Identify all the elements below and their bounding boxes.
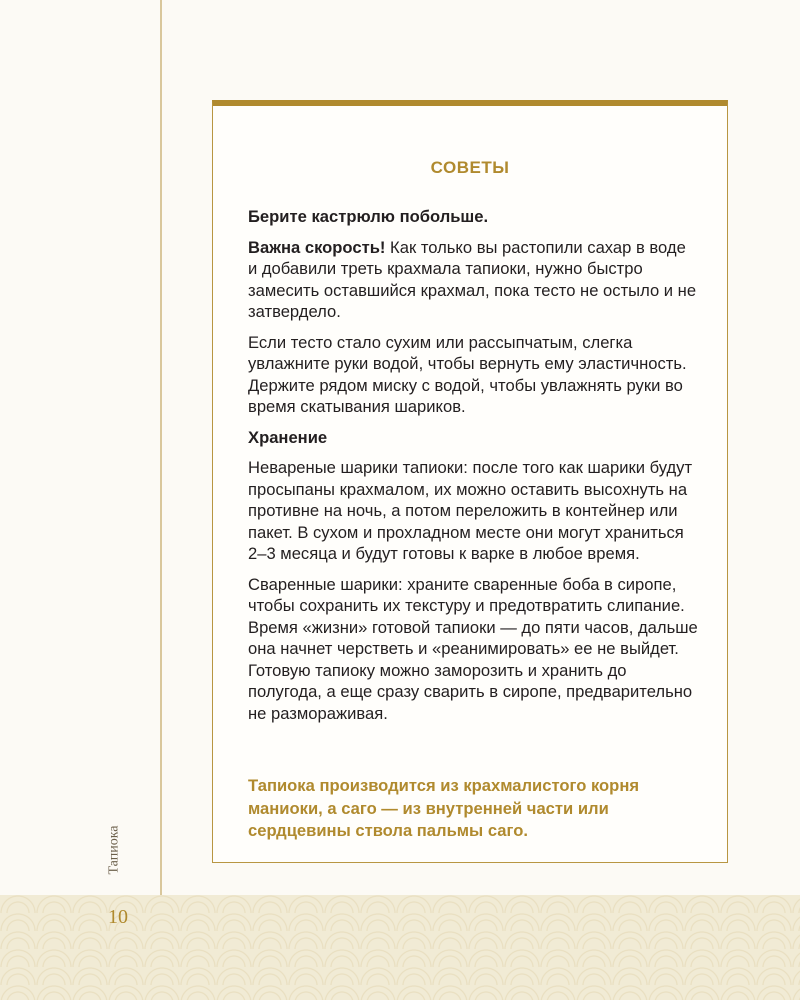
tip-cooked-lead: Сваренные шарики: — [248, 574, 403, 594]
tip-uncooked — [248, 457, 698, 565]
tip-pot-size-bold: Берите кастрюлю побольше. — [248, 207, 489, 226]
running-head — [95, 810, 135, 890]
page-margin-rule — [160, 0, 162, 895]
running-head-text: Тапиока — [107, 825, 122, 875]
tip-uncooked-text: после того как шарики будут просыпаны крахмалом, их можно оставить высохнуть на противне на ночь, а потом переложить в контейнер или пакет. В сухом и прохладном месте они могут храниться 2–3 месяца и будут готовы к варке в любое время. — [248, 458, 693, 563]
tip-cooked — [248, 574, 698, 725]
page-number: 10 — [108, 906, 128, 928]
tapioca-origin-note: Тапиока производится из крахмалистого корня маниоки, а саго — из внутренней части или сердцевины ствола пальмы саго. — [248, 776, 640, 840]
tip-dry-dough-text: Если тесто стало сухим или рассыпчатым, слегка увлажните руки водой, чтобы вернуть ему эластичность. Держите рядом миску с водой, чтобы увлажнять руки во время скатывания шариков. — [248, 332, 687, 416]
tip-dry-dough — [248, 332, 698, 418]
tip-speed-text: Как только вы растопили сахар в воде и добавили треть крахмала тапиоки, нужно быстро замесить оставшийся крахмал, пока тесто не остыло и не затвердело. — [248, 237, 697, 321]
storage-heading — [248, 427, 698, 449]
tip-cooked-text: храните сваренные боба в сиропе, чтобы сохранить их текстуру и предотвратить слипание. Время «жизни» готовой тапиоки — до пяти часов, дальше она начнет черстветь и «реанимировать» ее не выйдет. Готовую тапиоку можно заморозить и хранить до полугода, а еще сразу сварить в сиропе, предварительно не размораживая. — [248, 574, 698, 723]
tips-box — [212, 100, 728, 863]
tips-body — [248, 206, 698, 733]
tip-speed-bold: Важна скорость! — [248, 237, 386, 257]
storage-heading-bold: Хранение — [248, 427, 328, 447]
tip-speed — [248, 237, 698, 323]
tips-title: СОВЕТЫ — [430, 158, 510, 177]
tip-pot-size — [248, 206, 698, 228]
tip-uncooked-lead: Невареные шарики тапиоки: — [248, 458, 468, 477]
